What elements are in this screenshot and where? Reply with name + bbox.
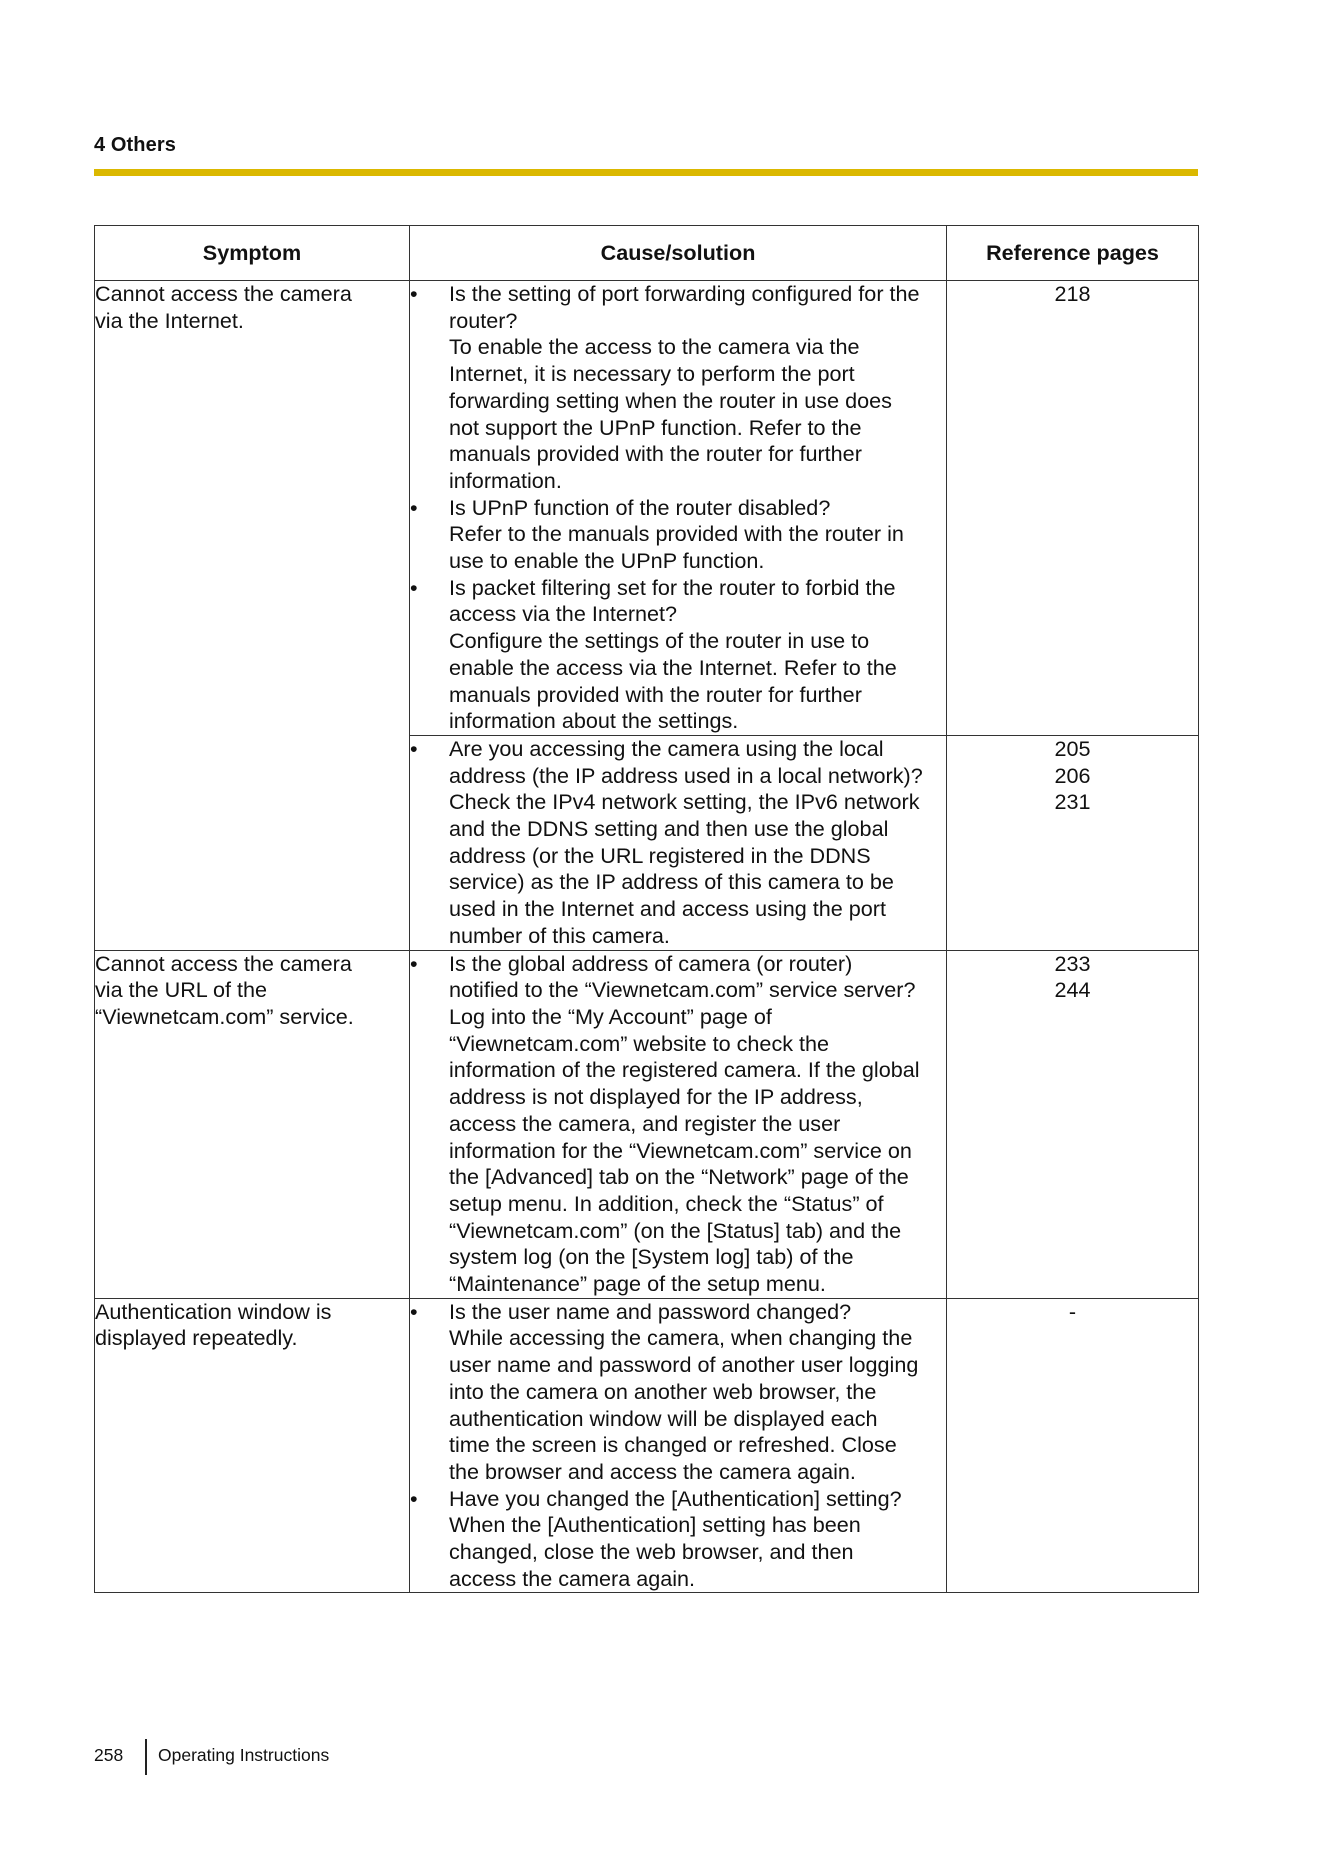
symptom-line: “Viewnetcam.com” service. (95, 1003, 354, 1029)
cause-line: information for the “Viewnetcam.com” service on (449, 1137, 912, 1163)
symptom-cell (95, 281, 410, 951)
cause-line: address is not displayed for the IP address, (449, 1084, 863, 1110)
cause-solution-cell (410, 735, 947, 950)
cause-line: time the screen is changed or refreshed. Close (449, 1432, 897, 1458)
reference-page: 205 (1054, 735, 1091, 761)
cause-line: information of the registered camera. If the global (449, 1057, 920, 1083)
cause-bullet (410, 951, 946, 1298)
symptom-line: via the Internet. (95, 307, 244, 333)
cause-line: used in the Internet and access using the port (449, 896, 886, 922)
cause-line: information about the settings. (449, 708, 739, 734)
reference-page: 244 (1054, 977, 1091, 1003)
symptom-line: Cannot access the camera (95, 281, 352, 306)
cause-line: Internet, it is necessary to perform the port (449, 361, 855, 387)
symptom-line: Cannot access the camera (95, 950, 352, 976)
symptom-line: displayed repeatedly. (95, 1325, 298, 1351)
reference-page: 206 (1054, 762, 1091, 788)
bullet-dot-icon: • (410, 574, 418, 600)
cause-line: Check the IPv4 network setting, the IPv6 network (449, 789, 920, 815)
table-header-row (95, 226, 1199, 281)
page-number: 258 (94, 1745, 124, 1765)
reference-pages-cell (947, 950, 1199, 1298)
cause-line: Log into the “My Account” page of (449, 1003, 772, 1029)
reference-page: - (1068, 1298, 1077, 1324)
cause-line: Refer to the manuals provided with the router in (449, 521, 904, 547)
cause-line: authentication window will be displayed each (449, 1405, 878, 1431)
cause-line: enable the access via the Internet. Refer to the (449, 654, 897, 680)
cause-line: the browser and access the camera again. (449, 1458, 856, 1484)
troubleshooting-table (94, 225, 1199, 1593)
footer-label: Operating Instructions (158, 1745, 330, 1765)
bullet-dot-icon: • (410, 1485, 418, 1511)
cause-line: forwarding setting when the router in use does (449, 387, 892, 413)
cause-line: and the DDNS setting and then use the global (449, 816, 889, 842)
cause-line: Configure the settings of the router in use to (449, 628, 870, 654)
cause-solution-cell (410, 1298, 947, 1593)
cause-line: Is packet filtering set for the router to forbid the (449, 574, 896, 600)
cause-line: into the camera on another web browser, the (449, 1378, 877, 1404)
table-row (95, 281, 1199, 736)
cause-line: To enable the access to the camera via the (449, 334, 860, 360)
cause-line: “Viewnetcam.com” website to check the (449, 1030, 830, 1056)
cause-line: setup menu. In addition, check the “Status” of (449, 1190, 884, 1216)
cause-line: number of this camera. (449, 922, 670, 948)
cause-solution-cell (410, 950, 947, 1298)
cause-line: Are you accessing the camera using the local (449, 735, 884, 761)
cause-solution-cell (410, 281, 947, 736)
cause-line: use to enable the UPnP function. (449, 548, 765, 574)
footer-divider (145, 1739, 147, 1775)
reference-pages-cell (947, 735, 1199, 950)
cause-line: service) as the IP address of this camera to be (449, 869, 894, 895)
reference-pages-cell (947, 281, 1199, 736)
cause-line: notified to the “Viewnetcam.com” service server? (449, 977, 916, 1003)
cause-line: changed, close the web browser, and then (449, 1539, 854, 1565)
cause-line: user name and password of another user logging (449, 1352, 919, 1378)
cause-line: While accessing the camera, when changing the (449, 1325, 913, 1351)
symptom-line: via the URL of the (95, 977, 268, 1003)
cause-line: Is the global address of camera (or router) (449, 950, 853, 976)
cause-line: not support the UPnP function. Refer to the (449, 414, 862, 440)
cause-bullet (410, 736, 946, 950)
cause-line: Is the setting of port forwarding configured for the (449, 281, 920, 306)
cause-bullet (410, 1486, 946, 1593)
reference-page: 231 (1054, 789, 1091, 815)
header-reference-pages: Reference pages (947, 226, 1199, 281)
reference-pages-cell (947, 1298, 1199, 1593)
cause-bullet (410, 495, 946, 575)
bullet-dot-icon: • (410, 1298, 418, 1324)
header-symptom: Symptom (95, 226, 410, 281)
bullet-dot-icon: • (410, 281, 418, 306)
cause-bullet (410, 575, 946, 735)
cause-line: information. (449, 467, 562, 493)
cause-line: access via the Internet? (449, 601, 678, 627)
cause-line: access the camera, and register the user (449, 1110, 841, 1136)
cause-bullet (410, 1299, 946, 1486)
section-title-rule (94, 169, 1198, 176)
reference-page: 218 (1054, 281, 1091, 306)
header-cause-solution: Cause/solution (410, 226, 947, 281)
table-row (95, 950, 1199, 1298)
symptom-cell (95, 1298, 410, 1593)
cause-line: Is the user name and password changed? (449, 1298, 852, 1324)
cause-line: router? (449, 307, 518, 333)
cause-line: access the camera again. (449, 1565, 696, 1591)
cause-line: Have you changed the [Authentication] setting? (449, 1485, 902, 1511)
bullet-dot-icon: • (410, 735, 418, 761)
cause-line: “Viewnetcam.com” (on the [Status] tab) and the (449, 1217, 902, 1243)
cause-line: Is UPnP function of the router disabled? (449, 494, 831, 520)
bullet-dot-icon: • (410, 950, 418, 976)
cause-line: manuals provided with the router for further (449, 681, 862, 707)
table-row (95, 1298, 1199, 1593)
cause-line: the [Advanced] tab on the “Network” page of the (449, 1164, 909, 1190)
bullet-dot-icon: • (410, 494, 418, 520)
cause-line: When the [Authentication] setting has been (449, 1512, 861, 1538)
symptom-cell (95, 950, 410, 1298)
section-title: 4 Others (94, 134, 176, 156)
cause-line: “Maintenance” page of the setup menu. (449, 1271, 826, 1297)
cause-line: manuals provided with the router for further (449, 441, 862, 467)
cause-line: address (or the URL registered in the DDNS (449, 842, 871, 868)
cause-bullet (410, 281, 946, 495)
cause-line: system log (on the [System log] tab) of the (449, 1244, 854, 1270)
symptom-line: Authentication window is (95, 1298, 332, 1324)
reference-page: 233 (1054, 950, 1091, 976)
cause-line: address (the IP address used in a local network)? (449, 762, 923, 788)
